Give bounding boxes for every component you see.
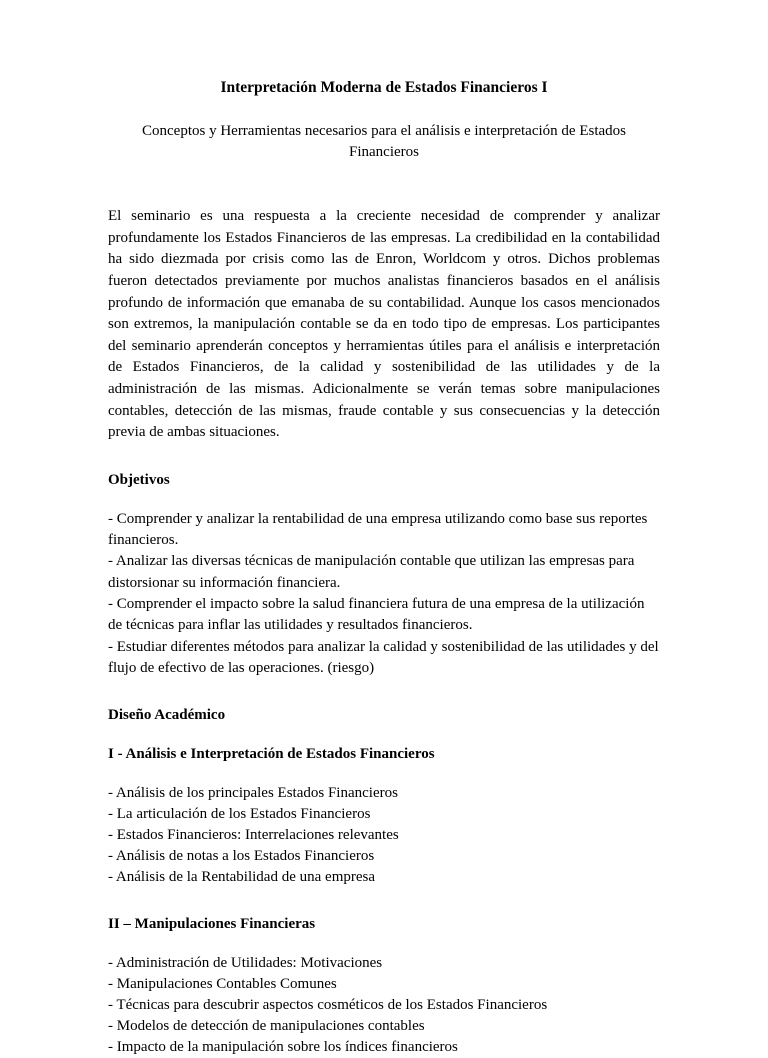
list-item: - Análisis de los principales Estados Financieros [108, 785, 398, 802]
document-subtitle: Conceptos y Herramientas necesarios para el análisis e interpretación de Estados Financieros [142, 122, 626, 160]
list-item: - Estados Financieros: Interrelaciones relevantes [108, 827, 399, 844]
module-one-heading: I - Análisis e Interpretación de Estados Financieros [108, 746, 435, 763]
list-item: - La articulación de los Estados Financieros [108, 806, 371, 823]
list-item: - Administración de Utilidades: Motivaciones [108, 955, 383, 972]
list-item: - Análisis de notas a los Estados Financieros [108, 848, 375, 865]
module-two-heading: II – Manipulaciones Financieras [108, 916, 316, 933]
list-item: - Impacto de la manipulación sobre los índices financieros [108, 1039, 458, 1056]
list-item: - Comprender el impacto sobre la salud financiera futura de una empresa de la utilización de técnicas para inflar las utilidades y resultados financieros. [108, 596, 645, 634]
list-item: - Análisis de la Rentabilidad de una empresa [108, 869, 376, 886]
intro-paragraph: El seminario es una respuesta a la creciente necesidad de comprender y analizar profundamente los Estados Financieros de las empresas. La credibilidad en la contabilidad ha sido diezmada por crisis como las de Enron, Worldcom y otros. Dichos problemas fueron detectados previamente por muchos analistas financieros basados en el análisis profundo de información que emanaba de su contabilidad. Aunque los casos mencionados son extremos, la manipulación contable se da en todo tipo de empresas. Los participantes del seminario aprenderán conceptos y herramientas útiles para el análisis e interpretación de Estados Financieros, de la calidad y sostenibilidad de las utilidades y de la administración de las mismas. Adicionalmente se verán temas sobre manipulaciones contables, detección de las mismas, fraude contable y sus consecuencias y la detección previa de ambas situaciones. [108, 208, 660, 441]
objectives-heading: Objetivos [108, 471, 170, 488]
list-item: - Manipulaciones Contables Comunes [108, 976, 337, 993]
academic-design-heading: Diseño Académico [108, 707, 226, 724]
list-item: - Analizar las diversas técnicas de manipulación contable que utilizan las empresas para distorsionar su información financiera. [108, 553, 635, 591]
page-title: Interpretación Moderna de Estados Financieros I [220, 79, 548, 96]
module-one-list [108, 783, 660, 888]
module-two-list [108, 953, 660, 1058]
list-item: - Modelos de detección de manipulaciones contables [108, 1018, 425, 1035]
list-item: - Técnicas para descubrir aspectos cosméticos de los Estados Financieros [108, 997, 548, 1014]
list-item: - Comprender y analizar la rentabilidad de una empresa utilizando como base sus reportes financieros. [108, 510, 648, 549]
list-item: - Estudiar diferentes métodos para analizar la calidad y sostenibilidad de las utilidades y del flujo de efectivo de las operaciones. (riesgo) [108, 638, 659, 676]
objectives-list [108, 509, 660, 679]
